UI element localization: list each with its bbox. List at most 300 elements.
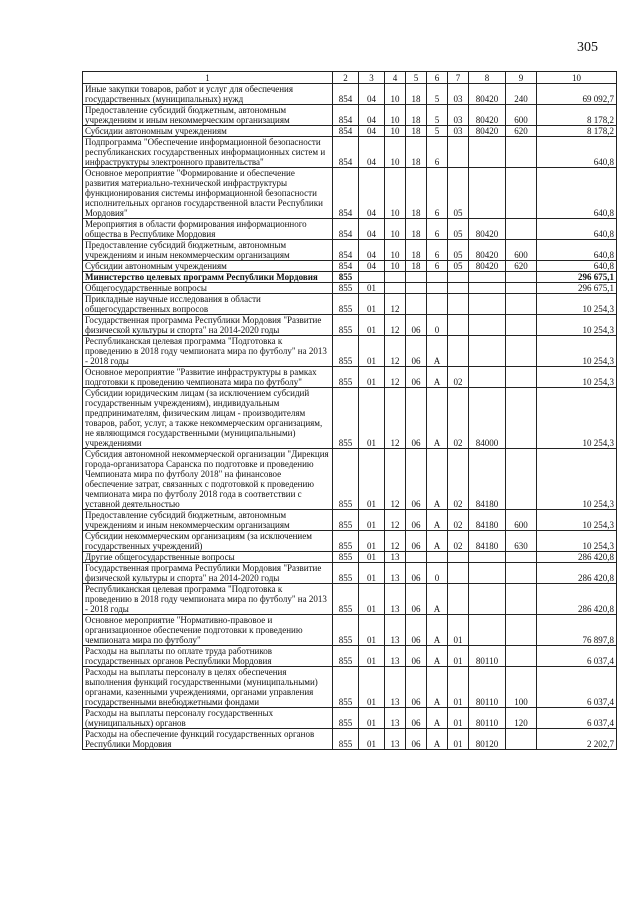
table-row: [83, 105, 617, 126]
table-row: [83, 261, 617, 272]
row-description: Субсидии юридическим лицам (за исключением субсидий государственным учреждениям), индивидуальным предпринимателям, физическим лицам - производителям товаров, работ, услуг, а также некоммерческим организациям, не являющимся государственными (муниципальными) учреждениями: [83, 388, 333, 449]
row-amount: 10 254,3: [537, 367, 617, 388]
cell-subprogram: 6: [427, 219, 448, 240]
row-description: Иные закупки товаров, работ и услуг для обеспечения государственных (муниципальных) нужд: [83, 84, 333, 105]
cell-section: 01: [359, 510, 385, 531]
row-amount: 286 420,8: [537, 552, 617, 563]
cell-subsection: 10: [385, 105, 406, 126]
cell-ministry-code: 854: [333, 240, 359, 261]
column-header: 7: [448, 72, 469, 84]
row-description: Предоставление субсидий бюджетным, автономным учреждениям и иным некоммерческим организациям: [83, 240, 333, 261]
cell-activity: 03: [448, 105, 469, 126]
cell-activity: 05: [448, 261, 469, 272]
cell-subsection: 13: [385, 667, 406, 708]
cell-subprogram: А: [427, 646, 448, 667]
row-amount: 69 092,7: [537, 84, 617, 105]
cell-section: 01: [359, 367, 385, 388]
cell-subsection: [385, 272, 406, 283]
cell-ministry-code: 855: [333, 449, 359, 510]
cell-direction: [469, 563, 506, 584]
cell-activity: 05: [448, 219, 469, 240]
row-description: Предоставление субсидий бюджетным, автономным учреждениям и иным некоммерческим организациям: [83, 105, 333, 126]
row-description: Государственная программа Республики Мордовия "Развитие физической культуры и спорта" на 2014-2020 годы: [83, 563, 333, 584]
cell-program: 18: [406, 126, 427, 137]
cell-section: 04: [359, 84, 385, 105]
cell-activity: 05: [448, 168, 469, 219]
cell-subsection: 10: [385, 219, 406, 240]
cell-program: 06: [406, 531, 427, 552]
cell-expense-type: [506, 729, 537, 750]
table-row: [83, 510, 617, 531]
cell-expense-type: [506, 388, 537, 449]
cell-direction: 84180: [469, 510, 506, 531]
cell-expense-type: 120: [506, 708, 537, 729]
cell-expense-type: [506, 615, 537, 646]
table-row: [83, 168, 617, 219]
cell-subsection: 12: [385, 449, 406, 510]
cell-ministry-code: 855: [333, 563, 359, 584]
cell-program: 06: [406, 729, 427, 750]
cell-activity: 02: [448, 510, 469, 531]
table-row: [83, 729, 617, 750]
cell-program: 18: [406, 219, 427, 240]
row-description: Подпрограмма "Обеспечение информационной безопасности республиканских государственных информационных систем и инфраструктуры электронного правительства": [83, 137, 333, 168]
row-amount: 640,8: [537, 219, 617, 240]
cell-subprogram: А: [427, 531, 448, 552]
row-description: Субсидии автономным учреждениям: [83, 126, 333, 137]
row-amount: 8 178,2: [537, 105, 617, 126]
column-header: 9: [506, 72, 537, 84]
row-amount: 6 037,4: [537, 667, 617, 708]
cell-activity: 02: [448, 367, 469, 388]
column-header: 10: [537, 72, 617, 84]
cell-direction: [469, 137, 506, 168]
cell-ministry-code: 854: [333, 84, 359, 105]
cell-section: 01: [359, 646, 385, 667]
cell-direction: 80110: [469, 667, 506, 708]
cell-activity: 02: [448, 449, 469, 510]
cell-subsection: 10: [385, 137, 406, 168]
header-row: [83, 72, 617, 84]
row-description: Другие общегосударственные вопросы: [83, 552, 333, 563]
cell-program: [406, 294, 427, 315]
row-description: Субсидии некоммерческим организациям (за исключением государственных учреждений): [83, 531, 333, 552]
cell-subprogram: А: [427, 615, 448, 646]
cell-section: 01: [359, 667, 385, 708]
row-amount: 10 254,3: [537, 315, 617, 336]
cell-ministry-code: 855: [333, 388, 359, 449]
cell-direction: 80420: [469, 261, 506, 272]
cell-subprogram: 6: [427, 240, 448, 261]
cell-ministry-code: 855: [333, 646, 359, 667]
table-row: [83, 283, 617, 294]
cell-section: [359, 272, 385, 283]
cell-direction: [469, 615, 506, 646]
cell-direction: [469, 168, 506, 219]
table-row: [83, 615, 617, 646]
cell-program: 06: [406, 584, 427, 615]
cell-subsection: 10: [385, 261, 406, 272]
row-amount: 10 254,3: [537, 336, 617, 367]
row-amount: 640,8: [537, 261, 617, 272]
cell-direction: 80420: [469, 84, 506, 105]
cell-subsection: 13: [385, 563, 406, 584]
cell-direction: [469, 272, 506, 283]
cell-expense-type: [506, 336, 537, 367]
table-row: [83, 667, 617, 708]
row-description: Основное мероприятие "Развитие инфраструктуры в рамках подготовки к проведению чемпионата мира по футболу": [83, 367, 333, 388]
cell-activity: [448, 336, 469, 367]
cell-activity: [448, 283, 469, 294]
row-description: Прикладные научные исследования в области общегосударственных вопросов: [83, 294, 333, 315]
cell-activity: 01: [448, 708, 469, 729]
cell-subsection: 13: [385, 708, 406, 729]
cell-program: 06: [406, 615, 427, 646]
cell-ministry-code: 854: [333, 137, 359, 168]
cell-subprogram: А: [427, 667, 448, 708]
row-description: Государственная программа Республики Мордовия "Развитие физической культуры и спорта" на 2014-2020 годы: [83, 315, 333, 336]
cell-expense-type: [506, 272, 537, 283]
cell-expense-type: [506, 563, 537, 584]
cell-expense-type: [506, 137, 537, 168]
cell-subsection: 12: [385, 315, 406, 336]
cell-ministry-code: 855: [333, 729, 359, 750]
column-header: 3: [359, 72, 385, 84]
column-header: 4: [385, 72, 406, 84]
cell-activity: 01: [448, 615, 469, 646]
cell-section: 04: [359, 105, 385, 126]
cell-activity: 03: [448, 84, 469, 105]
cell-ministry-code: 854: [333, 105, 359, 126]
table-row: [83, 531, 617, 552]
cell-subprogram: [427, 283, 448, 294]
cell-subprogram: 5: [427, 105, 448, 126]
cell-program: 06: [406, 510, 427, 531]
cell-subprogram: [427, 272, 448, 283]
table-body: [83, 84, 617, 750]
cell-section: 01: [359, 584, 385, 615]
table-row: [83, 646, 617, 667]
row-description: Министерство целевых программ Республики Мордовия: [83, 272, 333, 283]
cell-section: 01: [359, 283, 385, 294]
row-description: Субсидия автономной некоммерческой организации "Дирекция города-организатора Саранска по подготовке и проведению Чемпионата мира по футболу 2018" на финансовое обеспечение затрат, связанных с подготовкой к проведению чемпионата мира по футболу 2018 года в соответствии с уставной деятельностью: [83, 449, 333, 510]
row-description: Основное мероприятие "Нормативно-правовое и организационное обеспечение подготовки к проведению чемпионата мира по футболу": [83, 615, 333, 646]
cell-expense-type: [506, 294, 537, 315]
cell-program: 18: [406, 137, 427, 168]
cell-subprogram: А: [427, 336, 448, 367]
cell-activity: 01: [448, 729, 469, 750]
table-row: [83, 84, 617, 105]
cell-subsection: 12: [385, 531, 406, 552]
table-row: [83, 336, 617, 367]
cell-activity: [448, 272, 469, 283]
row-amount: 10 254,3: [537, 388, 617, 449]
cell-section: 01: [359, 615, 385, 646]
cell-expense-type: 600: [506, 105, 537, 126]
table-row: [83, 315, 617, 336]
cell-program: 18: [406, 168, 427, 219]
cell-expense-type: [506, 449, 537, 510]
row-description: Субсидии автономным учреждениям: [83, 261, 333, 272]
cell-activity: 02: [448, 388, 469, 449]
row-amount: 10 254,3: [537, 294, 617, 315]
cell-subprogram: А: [427, 584, 448, 615]
cell-subsection: 10: [385, 126, 406, 137]
cell-ministry-code: 855: [333, 315, 359, 336]
cell-section: 01: [359, 336, 385, 367]
table-row: [83, 272, 617, 283]
cell-direction: 80420: [469, 219, 506, 240]
row-amount: 640,8: [537, 240, 617, 261]
row-description: Расходы на выплаты персоналу в целях обеспечения выполнения функций государственными (муниципальными) органами, казенными учреждениями, органами управления государственными внебюджетными фондами: [83, 667, 333, 708]
row-amount: 296 675,1: [537, 272, 617, 283]
cell-ministry-code: 854: [333, 168, 359, 219]
cell-ministry-code: 855: [333, 615, 359, 646]
budget-table: [82, 71, 617, 750]
table-row: [83, 294, 617, 315]
cell-direction: [469, 294, 506, 315]
cell-subsection: 12: [385, 294, 406, 315]
row-amount: 286 420,8: [537, 563, 617, 584]
cell-section: 01: [359, 729, 385, 750]
cell-direction: 80110: [469, 646, 506, 667]
cell-section: 04: [359, 240, 385, 261]
cell-subprogram: А: [427, 388, 448, 449]
cell-ministry-code: 855: [333, 667, 359, 708]
cell-activity: [448, 552, 469, 563]
table-row: [83, 388, 617, 449]
row-amount: 6 037,4: [537, 646, 617, 667]
cell-subprogram: А: [427, 367, 448, 388]
cell-subsection: 13: [385, 584, 406, 615]
cell-program: 18: [406, 261, 427, 272]
row-description: Республиканская целевая программа "Подготовка к проведению в 2018 году чемпионата мира по футболу" на 2013 - 2018 годы: [83, 336, 333, 367]
cell-section: 01: [359, 294, 385, 315]
cell-ministry-code: 855: [333, 708, 359, 729]
cell-direction: 80420: [469, 105, 506, 126]
cell-expense-type: 240: [506, 84, 537, 105]
cell-subsection: 13: [385, 615, 406, 646]
row-description: Расходы на обеспечение функций государственных органов Республики Мордовия: [83, 729, 333, 750]
column-header: 1: [83, 72, 333, 84]
row-description: Мероприятия в области формирования информационного общества в Республике Мордовия: [83, 219, 333, 240]
cell-program: 06: [406, 563, 427, 584]
cell-subsection: 10: [385, 84, 406, 105]
cell-ministry-code: 854: [333, 126, 359, 137]
cell-direction: [469, 367, 506, 388]
table-row: [83, 584, 617, 615]
column-header: 8: [469, 72, 506, 84]
cell-program: [406, 272, 427, 283]
cell-expense-type: 630: [506, 531, 537, 552]
row-amount: 286 420,8: [537, 584, 617, 615]
cell-section: 01: [359, 531, 385, 552]
cell-ministry-code: 855: [333, 272, 359, 283]
row-amount: 640,8: [537, 168, 617, 219]
cell-ministry-code: 855: [333, 584, 359, 615]
cell-direction: 80420: [469, 240, 506, 261]
cell-ministry-code: 854: [333, 261, 359, 272]
cell-subprogram: 6: [427, 137, 448, 168]
cell-activity: 03: [448, 126, 469, 137]
cell-expense-type: 600: [506, 510, 537, 531]
row-amount: 10 254,3: [537, 510, 617, 531]
cell-subsection: 12: [385, 336, 406, 367]
cell-program: 18: [406, 105, 427, 126]
cell-activity: 01: [448, 667, 469, 708]
cell-subprogram: 6: [427, 168, 448, 219]
cell-program: 06: [406, 449, 427, 510]
cell-subsection: 13: [385, 552, 406, 563]
cell-subprogram: [427, 552, 448, 563]
cell-ministry-code: 855: [333, 531, 359, 552]
cell-section: 01: [359, 708, 385, 729]
cell-program: 06: [406, 336, 427, 367]
cell-expense-type: [506, 168, 537, 219]
cell-direction: [469, 283, 506, 294]
cell-expense-type: [506, 219, 537, 240]
cell-direction: [469, 552, 506, 563]
cell-subprogram: 5: [427, 84, 448, 105]
cell-direction: 84180: [469, 531, 506, 552]
cell-section: 01: [359, 563, 385, 584]
cell-activity: 01: [448, 646, 469, 667]
cell-program: 06: [406, 367, 427, 388]
cell-expense-type: 600: [506, 240, 537, 261]
cell-subsection: 10: [385, 168, 406, 219]
cell-expense-type: [506, 584, 537, 615]
cell-section: 01: [359, 449, 385, 510]
cell-section: 04: [359, 261, 385, 272]
cell-subprogram: А: [427, 510, 448, 531]
cell-ministry-code: 855: [333, 294, 359, 315]
cell-program: 06: [406, 315, 427, 336]
table-row: [83, 552, 617, 563]
cell-expense-type: [506, 283, 537, 294]
cell-program: [406, 552, 427, 563]
row-description: Расходы на выплаты персоналу государственных (муниципальных) органов: [83, 708, 333, 729]
cell-expense-type: [506, 367, 537, 388]
cell-subsection: 13: [385, 729, 406, 750]
table-row: [83, 126, 617, 137]
cell-expense-type: 620: [506, 126, 537, 137]
cell-subprogram: А: [427, 708, 448, 729]
cell-section: 04: [359, 126, 385, 137]
cell-direction: [469, 336, 506, 367]
cell-activity: [448, 315, 469, 336]
cell-expense-type: [506, 315, 537, 336]
cell-activity: [448, 563, 469, 584]
cell-ministry-code: 855: [333, 336, 359, 367]
cell-direction: [469, 584, 506, 615]
cell-activity: [448, 137, 469, 168]
cell-program: 06: [406, 388, 427, 449]
cell-direction: 80110: [469, 708, 506, 729]
cell-direction: [469, 315, 506, 336]
cell-ministry-code: 855: [333, 283, 359, 294]
column-header: 2: [333, 72, 359, 84]
cell-section: 01: [359, 388, 385, 449]
table-row: [83, 137, 617, 168]
cell-program: 18: [406, 84, 427, 105]
cell-section: 01: [359, 315, 385, 336]
table-row: [83, 367, 617, 388]
cell-activity: 02: [448, 531, 469, 552]
cell-direction: 84180: [469, 449, 506, 510]
cell-subsection: 12: [385, 510, 406, 531]
table-row: [83, 708, 617, 729]
row-description: Предоставление субсидий бюджетным, автономным учреждениям и иным некоммерческим организациям: [83, 510, 333, 531]
cell-program: [406, 283, 427, 294]
table-row: [83, 240, 617, 261]
cell-expense-type: [506, 646, 537, 667]
row-description: Республиканская целевая программа "Подготовка к проведению в 2018 году чемпионата мира по футболу" на 2013 - 2018 годы: [83, 584, 333, 615]
cell-expense-type: [506, 552, 537, 563]
cell-program: 18: [406, 240, 427, 261]
row-amount: 10 254,3: [537, 449, 617, 510]
row-amount: 640,8: [537, 137, 617, 168]
cell-subsection: [385, 283, 406, 294]
cell-direction: 80120: [469, 729, 506, 750]
row-amount: 76 897,8: [537, 615, 617, 646]
column-header: 6: [427, 72, 448, 84]
cell-section: 04: [359, 219, 385, 240]
cell-activity: [448, 584, 469, 615]
cell-expense-type: 100: [506, 667, 537, 708]
cell-subsection: 12: [385, 367, 406, 388]
cell-program: 06: [406, 708, 427, 729]
row-description: Основное мероприятие "Формирование и обеспечение развития материально-технической инфраструктуры функционирования системы информационной безопасности исполнительных органов государственной власти Республики Мордовия": [83, 168, 333, 219]
cell-direction: 84000: [469, 388, 506, 449]
table-row: [83, 219, 617, 240]
table-row: [83, 449, 617, 510]
column-header: 5: [406, 72, 427, 84]
row-amount: 8 178,2: [537, 126, 617, 137]
cell-activity: [448, 294, 469, 315]
row-amount: 296 675,1: [537, 283, 617, 294]
cell-section: 04: [359, 168, 385, 219]
row-amount: 10 254,3: [537, 531, 617, 552]
cell-direction: 80420: [469, 126, 506, 137]
row-description: Общегосударственные вопросы: [83, 283, 333, 294]
row-description: Расходы на выплаты по оплате труда работников государственных органов Республики Мордовия: [83, 646, 333, 667]
cell-ministry-code: 854: [333, 219, 359, 240]
row-amount: 6 037,4: [537, 708, 617, 729]
cell-section: 01: [359, 552, 385, 563]
cell-ministry-code: 855: [333, 552, 359, 563]
cell-ministry-code: 855: [333, 510, 359, 531]
cell-program: 06: [406, 646, 427, 667]
cell-program: 06: [406, 667, 427, 708]
cell-subprogram: 0: [427, 315, 448, 336]
table-row: [83, 563, 617, 584]
cell-subprogram: А: [427, 729, 448, 750]
cell-subprogram: 6: [427, 261, 448, 272]
cell-subprogram: А: [427, 449, 448, 510]
cell-subsection: 10: [385, 240, 406, 261]
cell-activity: 05: [448, 240, 469, 261]
cell-expense-type: 620: [506, 261, 537, 272]
cell-subprogram: 0: [427, 563, 448, 584]
cell-subsection: 13: [385, 646, 406, 667]
cell-section: 04: [359, 137, 385, 168]
row-amount: 2 202,7: [537, 729, 617, 750]
cell-ministry-code: 855: [333, 367, 359, 388]
page-number: 305: [577, 40, 598, 55]
cell-subprogram: [427, 294, 448, 315]
cell-subsection: 12: [385, 388, 406, 449]
cell-subprogram: 5: [427, 126, 448, 137]
